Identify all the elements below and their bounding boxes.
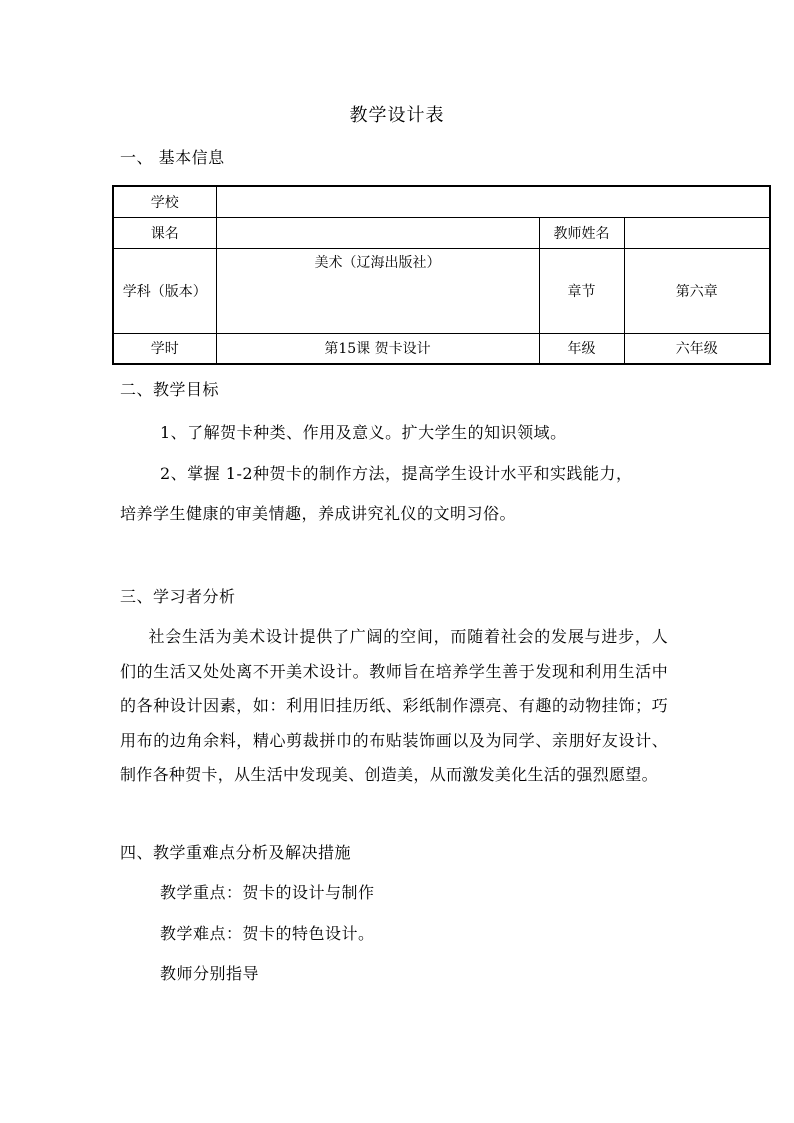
subject-label: 学科（版本） — [113, 248, 216, 333]
table-row — [113, 186, 770, 217]
basic-info-table — [112, 185, 771, 365]
learner-analysis-text: 社会生活为美术设计提供了广阔的空间，而随着社会的发展与进步，人们的生活又处处离不开美术设计。教师旨在培养学生善于发现和利用生活中的各种设计因素，如：利用旧挂历纸、彩纸制作漂亮、有趣的动物挂饰；巧用布的边角余料，精心剪裁拼巾的布贴装饰画以及为同学、亲朋好友设计、制作各种贺卡，从生活中发现美、创造美，从而激发美化生活的强烈愿望。 — [120, 627, 668, 785]
chapter-value: 第六章 — [624, 248, 770, 333]
course-label: 课名 — [113, 217, 216, 248]
table-row — [113, 217, 770, 248]
learner-analysis-paragraph — [120, 620, 668, 793]
table-row — [113, 333, 770, 364]
document-title: 教学设计表 — [349, 105, 445, 126]
section3-heading: 三、学习者分析 — [120, 587, 236, 606]
subject-value: 美术（辽海出版社） — [216, 248, 539, 333]
chapter-label: 章节 — [539, 248, 624, 333]
grade-value: 六年级 — [624, 333, 770, 364]
teacher-label: 教师姓名 — [539, 217, 624, 248]
objective-item-2-line-2: 培养学生健康的审美情趣，养成讲究礼仪的文明习俗。 — [120, 504, 517, 523]
difficulty-point: 教学难点：贺卡的特色设计。 — [160, 924, 375, 943]
objective-item-2-line-1: 2、掌握 1-2种贺卡的制作方法，提高学生设计水平和实践能力， — [160, 464, 633, 483]
section4-heading: 四、教学重难点分析及解决措施 — [120, 843, 352, 862]
section2-heading: 二、教学目标 — [120, 380, 220, 399]
period-label: 学时 — [113, 333, 216, 364]
school-value — [216, 186, 770, 217]
objective-item-1: 1、了解贺卡种类、作用及意义。扩大学生的知识领域。 — [160, 423, 567, 442]
key-point: 教学重点：贺卡的设计与制作 — [160, 883, 375, 902]
course-value — [216, 217, 539, 248]
table-row — [113, 248, 770, 333]
grade-label: 年级 — [539, 333, 624, 364]
teacher-value — [624, 217, 770, 248]
teacher-guidance: 教师分别指导 — [160, 964, 260, 983]
section1-heading: 一、 基本信息 — [120, 148, 225, 167]
period-value: 第15课 贺卡设计 — [216, 333, 539, 364]
school-label: 学校 — [113, 186, 216, 217]
